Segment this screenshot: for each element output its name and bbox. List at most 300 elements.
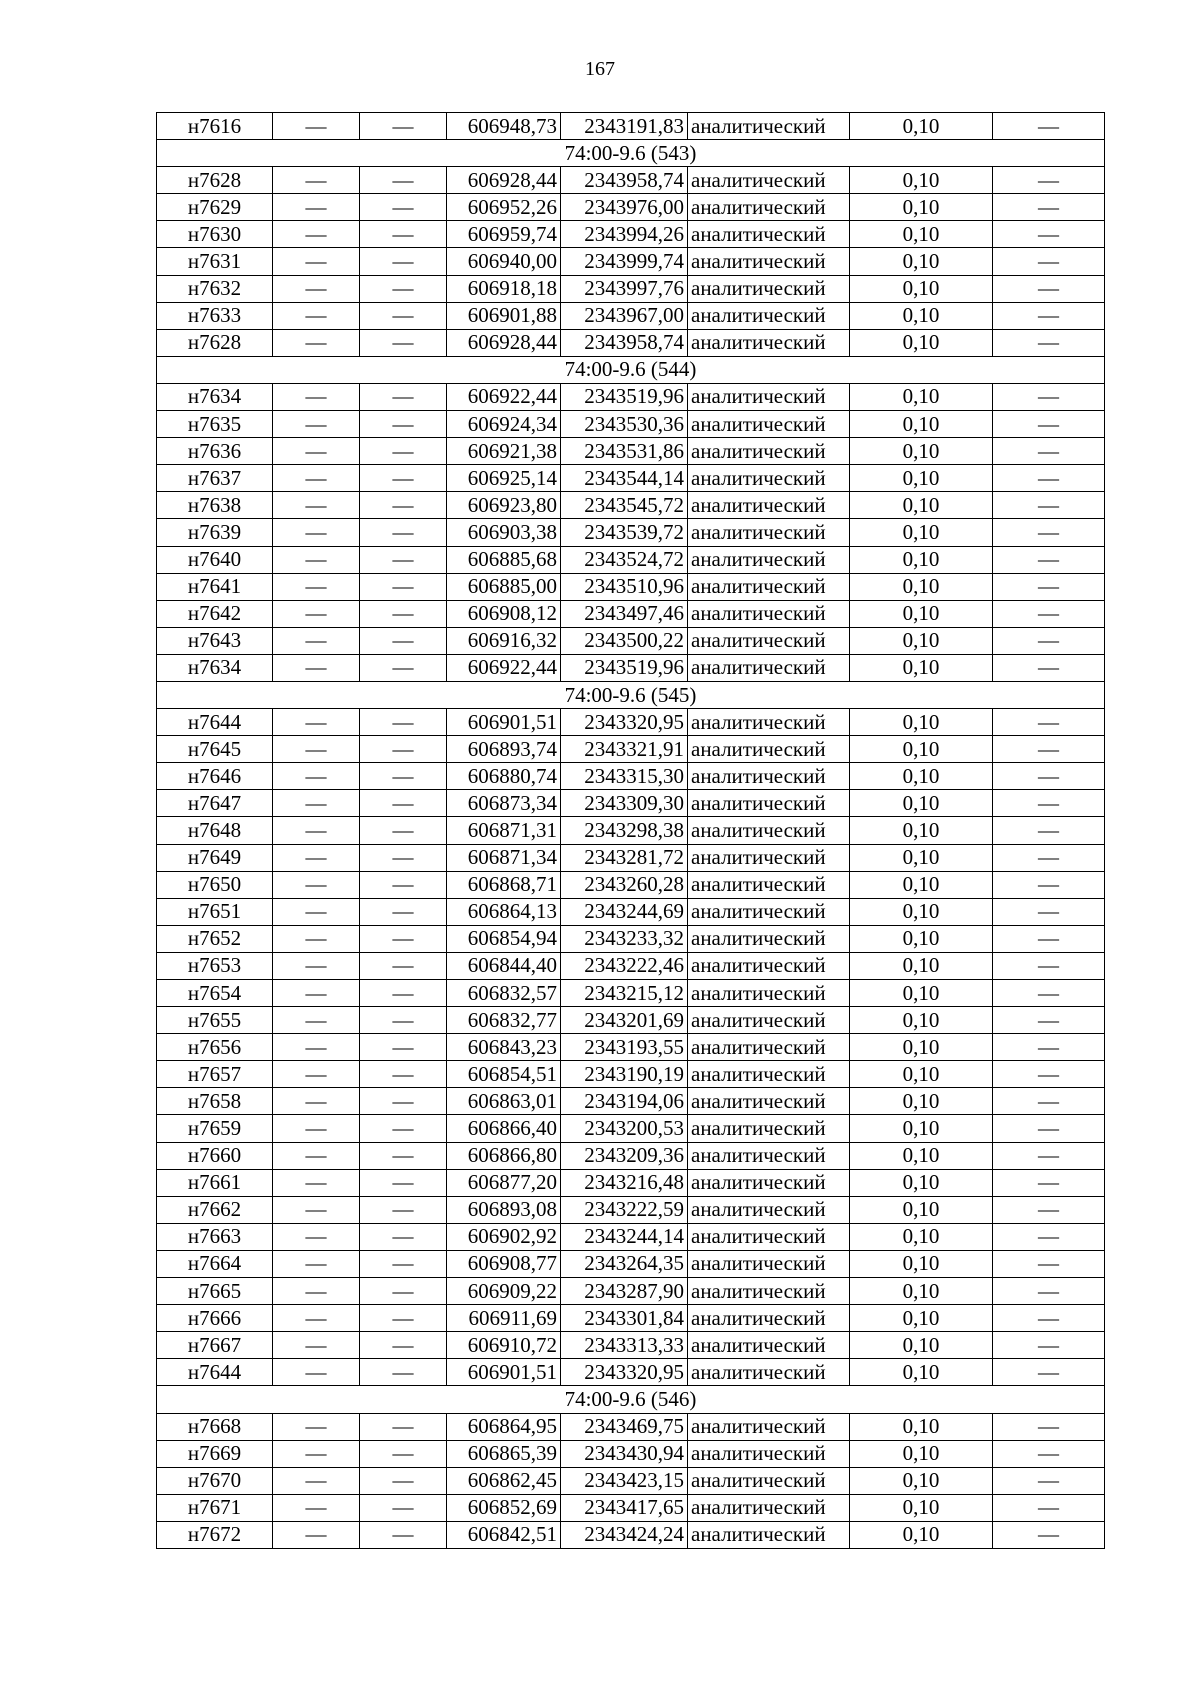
table-body bbox=[157, 113, 1105, 1549]
prev-x-cell: — bbox=[273, 1034, 360, 1061]
x-coordinate-cell: 606893,08 bbox=[447, 1196, 561, 1223]
table-row bbox=[157, 1413, 1105, 1440]
point-name-cell: н7659 bbox=[157, 1115, 273, 1142]
y-coordinate-cell: 2343423,15 bbox=[561, 1467, 688, 1494]
prev-y-cell: — bbox=[360, 519, 447, 546]
section-label: 74:00-9.6 (544) bbox=[157, 356, 1105, 383]
x-coordinate-cell: 606921,38 bbox=[447, 438, 561, 465]
prev-x-cell: — bbox=[273, 167, 360, 194]
coordinates-table bbox=[156, 112, 1105, 1549]
description-cell: — bbox=[993, 383, 1105, 410]
accuracy-cell: 0,10 bbox=[850, 438, 993, 465]
accuracy-cell: 0,10 bbox=[850, 1413, 993, 1440]
prev-y-cell: — bbox=[360, 1061, 447, 1088]
method-cell: аналитический bbox=[688, 871, 850, 898]
prev-x-cell: — bbox=[273, 844, 360, 871]
x-coordinate-cell: 606923,80 bbox=[447, 492, 561, 519]
prev-y-cell: — bbox=[360, 248, 447, 275]
table-row bbox=[157, 1278, 1105, 1305]
prev-x-cell: — bbox=[273, 1223, 360, 1250]
accuracy-cell: 0,10 bbox=[850, 1359, 993, 1386]
point-name-cell: н7640 bbox=[157, 546, 273, 573]
description-cell: — bbox=[993, 1196, 1105, 1223]
table-row bbox=[157, 519, 1105, 546]
method-cell: аналитический bbox=[688, 844, 850, 871]
y-coordinate-cell: 2343287,90 bbox=[561, 1278, 688, 1305]
accuracy-cell: 0,10 bbox=[850, 1034, 993, 1061]
table-row bbox=[157, 763, 1105, 790]
prev-x-cell: — bbox=[273, 275, 360, 302]
table-row bbox=[157, 871, 1105, 898]
y-coordinate-cell: 2343531,86 bbox=[561, 438, 688, 465]
point-name-cell: н7665 bbox=[157, 1278, 273, 1305]
x-coordinate-cell: 606928,44 bbox=[447, 329, 561, 356]
method-cell: аналитический bbox=[688, 1413, 850, 1440]
description-cell: — bbox=[993, 546, 1105, 573]
accuracy-cell: 0,10 bbox=[850, 194, 993, 221]
point-name-cell: н7669 bbox=[157, 1440, 273, 1467]
prev-y-cell: — bbox=[360, 194, 447, 221]
section-row bbox=[157, 356, 1105, 383]
prev-y-cell: — bbox=[360, 221, 447, 248]
point-name-cell: н7636 bbox=[157, 438, 273, 465]
section-row bbox=[157, 140, 1105, 167]
y-coordinate-cell: 2343215,12 bbox=[561, 980, 688, 1007]
description-cell: — bbox=[993, 329, 1105, 356]
x-coordinate-cell: 606871,34 bbox=[447, 844, 561, 871]
y-coordinate-cell: 2343497,46 bbox=[561, 600, 688, 627]
table-row bbox=[157, 627, 1105, 654]
accuracy-cell: 0,10 bbox=[850, 519, 993, 546]
table-row bbox=[157, 709, 1105, 736]
point-name-cell: н7629 bbox=[157, 194, 273, 221]
prev-x-cell: — bbox=[273, 627, 360, 654]
method-cell: аналитический bbox=[688, 763, 850, 790]
y-coordinate-cell: 2343321,91 bbox=[561, 736, 688, 763]
accuracy-cell: 0,10 bbox=[850, 329, 993, 356]
prev-x-cell: — bbox=[273, 194, 360, 221]
y-coordinate-cell: 2343244,69 bbox=[561, 898, 688, 925]
x-coordinate-cell: 606893,74 bbox=[447, 736, 561, 763]
accuracy-cell: 0,10 bbox=[850, 844, 993, 871]
table-row bbox=[157, 980, 1105, 1007]
y-coordinate-cell: 2343545,72 bbox=[561, 492, 688, 519]
description-cell: — bbox=[993, 654, 1105, 681]
table-row bbox=[157, 1061, 1105, 1088]
prev-y-cell: — bbox=[360, 1169, 447, 1196]
y-coordinate-cell: 2343320,95 bbox=[561, 709, 688, 736]
method-cell: аналитический bbox=[688, 1305, 850, 1332]
description-cell: — bbox=[993, 167, 1105, 194]
x-coordinate-cell: 606901,51 bbox=[447, 1359, 561, 1386]
description-cell: — bbox=[993, 898, 1105, 925]
point-name-cell: н7643 bbox=[157, 627, 273, 654]
point-name-cell: н7644 bbox=[157, 709, 273, 736]
table-row bbox=[157, 898, 1105, 925]
section-row bbox=[157, 1386, 1105, 1413]
point-name-cell: н7642 bbox=[157, 600, 273, 627]
x-coordinate-cell: 606873,34 bbox=[447, 790, 561, 817]
table-row bbox=[157, 383, 1105, 410]
prev-x-cell: — bbox=[273, 1088, 360, 1115]
x-coordinate-cell: 606911,69 bbox=[447, 1305, 561, 1332]
description-cell: — bbox=[993, 1413, 1105, 1440]
accuracy-cell: 0,10 bbox=[850, 627, 993, 654]
table-row bbox=[157, 1007, 1105, 1034]
description-cell: — bbox=[993, 519, 1105, 546]
accuracy-cell: 0,10 bbox=[850, 925, 993, 952]
description-cell: — bbox=[993, 1223, 1105, 1250]
point-name-cell: н7631 bbox=[157, 248, 273, 275]
description-cell: — bbox=[993, 817, 1105, 844]
prev-x-cell: — bbox=[273, 113, 360, 140]
prev-y-cell: — bbox=[360, 1494, 447, 1521]
table-row bbox=[157, 654, 1105, 681]
point-name-cell: н7641 bbox=[157, 573, 273, 600]
prev-x-cell: — bbox=[273, 1467, 360, 1494]
point-name-cell: н7632 bbox=[157, 275, 273, 302]
description-cell: — bbox=[993, 1142, 1105, 1169]
x-coordinate-cell: 606868,71 bbox=[447, 871, 561, 898]
prev-x-cell: — bbox=[273, 573, 360, 600]
prev-y-cell: — bbox=[360, 654, 447, 681]
prev-x-cell: — bbox=[273, 1440, 360, 1467]
prev-x-cell: — bbox=[273, 763, 360, 790]
method-cell: аналитический bbox=[688, 925, 850, 952]
prev-y-cell: — bbox=[360, 600, 447, 627]
y-coordinate-cell: 2343417,65 bbox=[561, 1494, 688, 1521]
x-coordinate-cell: 606940,00 bbox=[447, 248, 561, 275]
prev-x-cell: — bbox=[273, 600, 360, 627]
y-coordinate-cell: 2343519,96 bbox=[561, 654, 688, 681]
y-coordinate-cell: 2343994,26 bbox=[561, 221, 688, 248]
description-cell: — bbox=[993, 600, 1105, 627]
description-cell: — bbox=[993, 952, 1105, 979]
prev-y-cell: — bbox=[360, 465, 447, 492]
description-cell: — bbox=[993, 1007, 1105, 1034]
description-cell: — bbox=[993, 113, 1105, 140]
prev-x-cell: — bbox=[273, 709, 360, 736]
description-cell: — bbox=[993, 1034, 1105, 1061]
description-cell: — bbox=[993, 627, 1105, 654]
prev-x-cell: — bbox=[273, 654, 360, 681]
point-name-cell: н7653 bbox=[157, 952, 273, 979]
table-row bbox=[157, 275, 1105, 302]
x-coordinate-cell: 606918,18 bbox=[447, 275, 561, 302]
description-cell: — bbox=[993, 248, 1105, 275]
description-cell: — bbox=[993, 1440, 1105, 1467]
method-cell: аналитический bbox=[688, 600, 850, 627]
method-cell: аналитический bbox=[688, 1467, 850, 1494]
point-name-cell: н7666 bbox=[157, 1305, 273, 1332]
method-cell: аналитический bbox=[688, 1034, 850, 1061]
method-cell: аналитический bbox=[688, 1115, 850, 1142]
point-name-cell: н7635 bbox=[157, 411, 273, 438]
x-coordinate-cell: 606909,22 bbox=[447, 1278, 561, 1305]
y-coordinate-cell: 2343315,30 bbox=[561, 763, 688, 790]
y-coordinate-cell: 2343544,14 bbox=[561, 465, 688, 492]
x-coordinate-cell: 606908,12 bbox=[447, 600, 561, 627]
prev-x-cell: — bbox=[273, 1250, 360, 1277]
table-row bbox=[157, 817, 1105, 844]
method-cell: аналитический bbox=[688, 221, 850, 248]
x-coordinate-cell: 606922,44 bbox=[447, 383, 561, 410]
y-coordinate-cell: 2343233,32 bbox=[561, 925, 688, 952]
y-coordinate-cell: 2343430,94 bbox=[561, 1440, 688, 1467]
method-cell: аналитический bbox=[688, 817, 850, 844]
point-name-cell: н7667 bbox=[157, 1332, 273, 1359]
x-coordinate-cell: 606925,14 bbox=[447, 465, 561, 492]
point-name-cell: н7633 bbox=[157, 302, 273, 329]
x-coordinate-cell: 606901,51 bbox=[447, 709, 561, 736]
accuracy-cell: 0,10 bbox=[850, 871, 993, 898]
point-name-cell: н7671 bbox=[157, 1494, 273, 1521]
x-coordinate-cell: 606880,74 bbox=[447, 763, 561, 790]
x-coordinate-cell: 606852,69 bbox=[447, 1494, 561, 1521]
table-row bbox=[157, 167, 1105, 194]
prev-y-cell: — bbox=[360, 1250, 447, 1277]
prev-x-cell: — bbox=[273, 736, 360, 763]
accuracy-cell: 0,10 bbox=[850, 980, 993, 1007]
x-coordinate-cell: 606902,92 bbox=[447, 1223, 561, 1250]
point-name-cell: н7672 bbox=[157, 1521, 273, 1548]
x-coordinate-cell: 606952,26 bbox=[447, 194, 561, 221]
accuracy-cell: 0,10 bbox=[850, 1169, 993, 1196]
method-cell: аналитический bbox=[688, 167, 850, 194]
table-row bbox=[157, 1088, 1105, 1115]
method-cell: аналитический bbox=[688, 1494, 850, 1521]
prev-x-cell: — bbox=[273, 1305, 360, 1332]
method-cell: аналитический bbox=[688, 383, 850, 410]
prev-y-cell: — bbox=[360, 329, 447, 356]
point-name-cell: н7654 bbox=[157, 980, 273, 1007]
method-cell: аналитический bbox=[688, 980, 850, 1007]
accuracy-cell: 0,10 bbox=[850, 546, 993, 573]
prev-y-cell: — bbox=[360, 952, 447, 979]
table-row bbox=[157, 1115, 1105, 1142]
accuracy-cell: 0,10 bbox=[850, 952, 993, 979]
prev-y-cell: — bbox=[360, 1467, 447, 1494]
accuracy-cell: 0,10 bbox=[850, 221, 993, 248]
accuracy-cell: 0,10 bbox=[850, 1467, 993, 1494]
table-row bbox=[157, 1142, 1105, 1169]
prev-x-cell: — bbox=[273, 492, 360, 519]
y-coordinate-cell: 2343500,22 bbox=[561, 627, 688, 654]
prev-y-cell: — bbox=[360, 1007, 447, 1034]
prev-x-cell: — bbox=[273, 1007, 360, 1034]
accuracy-cell: 0,10 bbox=[850, 1196, 993, 1223]
table-row bbox=[157, 1250, 1105, 1277]
x-coordinate-cell: 606866,80 bbox=[447, 1142, 561, 1169]
prev-x-cell: — bbox=[273, 980, 360, 1007]
table-row bbox=[157, 113, 1105, 140]
table-row bbox=[157, 1494, 1105, 1521]
table-row bbox=[157, 546, 1105, 573]
description-cell: — bbox=[993, 275, 1105, 302]
y-coordinate-cell: 2343309,30 bbox=[561, 790, 688, 817]
prev-y-cell: — bbox=[360, 871, 447, 898]
prev-y-cell: — bbox=[360, 790, 447, 817]
point-name-cell: н7637 bbox=[157, 465, 273, 492]
description-cell: — bbox=[993, 1250, 1105, 1277]
description-cell: — bbox=[993, 465, 1105, 492]
x-coordinate-cell: 606864,95 bbox=[447, 1413, 561, 1440]
prev-y-cell: — bbox=[360, 1440, 447, 1467]
prev-y-cell: — bbox=[360, 1223, 447, 1250]
table-row bbox=[157, 1467, 1105, 1494]
table-row bbox=[157, 1305, 1105, 1332]
x-coordinate-cell: 606910,72 bbox=[447, 1332, 561, 1359]
accuracy-cell: 0,10 bbox=[850, 573, 993, 600]
x-coordinate-cell: 606863,01 bbox=[447, 1088, 561, 1115]
table-row bbox=[157, 952, 1105, 979]
method-cell: аналитический bbox=[688, 709, 850, 736]
y-coordinate-cell: 2343201,69 bbox=[561, 1007, 688, 1034]
x-coordinate-cell: 606832,77 bbox=[447, 1007, 561, 1034]
point-name-cell: н7616 bbox=[157, 113, 273, 140]
prev-x-cell: — bbox=[273, 329, 360, 356]
table-row bbox=[157, 1332, 1105, 1359]
accuracy-cell: 0,10 bbox=[850, 113, 993, 140]
point-name-cell: н7648 bbox=[157, 817, 273, 844]
prev-x-cell: — bbox=[273, 1359, 360, 1386]
x-coordinate-cell: 606864,13 bbox=[447, 898, 561, 925]
method-cell: аналитический bbox=[688, 952, 850, 979]
accuracy-cell: 0,10 bbox=[850, 1142, 993, 1169]
method-cell: аналитический bbox=[688, 898, 850, 925]
y-coordinate-cell: 2343519,96 bbox=[561, 383, 688, 410]
point-name-cell: н7657 bbox=[157, 1061, 273, 1088]
prev-x-cell: — bbox=[273, 871, 360, 898]
y-coordinate-cell: 2343301,84 bbox=[561, 1305, 688, 1332]
method-cell: аналитический bbox=[688, 438, 850, 465]
y-coordinate-cell: 2343194,06 bbox=[561, 1088, 688, 1115]
prev-y-cell: — bbox=[360, 411, 447, 438]
method-cell: аналитический bbox=[688, 194, 850, 221]
y-coordinate-cell: 2343967,00 bbox=[561, 302, 688, 329]
table-row bbox=[157, 844, 1105, 871]
prev-x-cell: — bbox=[273, 519, 360, 546]
y-coordinate-cell: 2343193,55 bbox=[561, 1034, 688, 1061]
y-coordinate-cell: 2343222,59 bbox=[561, 1196, 688, 1223]
y-coordinate-cell: 2343524,72 bbox=[561, 546, 688, 573]
accuracy-cell: 0,10 bbox=[850, 1115, 993, 1142]
method-cell: аналитический bbox=[688, 248, 850, 275]
method-cell: аналитический bbox=[688, 411, 850, 438]
x-coordinate-cell: 606843,23 bbox=[447, 1034, 561, 1061]
description-cell: — bbox=[993, 1521, 1105, 1548]
y-coordinate-cell: 2343539,72 bbox=[561, 519, 688, 546]
point-name-cell: н7638 bbox=[157, 492, 273, 519]
accuracy-cell: 0,10 bbox=[850, 654, 993, 681]
prev-x-cell: — bbox=[273, 546, 360, 573]
x-coordinate-cell: 606948,73 bbox=[447, 113, 561, 140]
description-cell: — bbox=[993, 1278, 1105, 1305]
x-coordinate-cell: 606862,45 bbox=[447, 1467, 561, 1494]
point-name-cell: н7664 bbox=[157, 1250, 273, 1277]
y-coordinate-cell: 2343976,00 bbox=[561, 194, 688, 221]
table-row bbox=[157, 1169, 1105, 1196]
method-cell: аналитический bbox=[688, 546, 850, 573]
description-cell: — bbox=[993, 438, 1105, 465]
accuracy-cell: 0,10 bbox=[850, 1223, 993, 1250]
description-cell: — bbox=[993, 221, 1105, 248]
prev-y-cell: — bbox=[360, 546, 447, 573]
prev-x-cell: — bbox=[273, 925, 360, 952]
accuracy-cell: 0,10 bbox=[850, 1494, 993, 1521]
prev-x-cell: — bbox=[273, 790, 360, 817]
accuracy-cell: 0,10 bbox=[850, 1440, 993, 1467]
point-name-cell: н7628 bbox=[157, 167, 273, 194]
prev-y-cell: — bbox=[360, 898, 447, 925]
table-row bbox=[157, 438, 1105, 465]
table-row bbox=[157, 329, 1105, 356]
table-row bbox=[157, 1196, 1105, 1223]
point-name-cell: н7660 bbox=[157, 1142, 273, 1169]
description-cell: — bbox=[993, 1169, 1105, 1196]
accuracy-cell: 0,10 bbox=[850, 1332, 993, 1359]
x-coordinate-cell: 606922,44 bbox=[447, 654, 561, 681]
method-cell: аналитический bbox=[688, 519, 850, 546]
y-coordinate-cell: 2343260,28 bbox=[561, 871, 688, 898]
method-cell: аналитический bbox=[688, 627, 850, 654]
section-row bbox=[157, 681, 1105, 708]
prev-y-cell: — bbox=[360, 113, 447, 140]
prev-x-cell: — bbox=[273, 898, 360, 925]
point-name-cell: н7663 bbox=[157, 1223, 273, 1250]
table-row bbox=[157, 1521, 1105, 1548]
prev-x-cell: — bbox=[273, 302, 360, 329]
table-row bbox=[157, 302, 1105, 329]
description-cell: — bbox=[993, 980, 1105, 1007]
accuracy-cell: 0,10 bbox=[850, 492, 993, 519]
table-row bbox=[157, 925, 1105, 952]
accuracy-cell: 0,10 bbox=[850, 817, 993, 844]
prev-y-cell: — bbox=[360, 1332, 447, 1359]
point-name-cell: н7662 bbox=[157, 1196, 273, 1223]
x-coordinate-cell: 606928,44 bbox=[447, 167, 561, 194]
x-coordinate-cell: 606908,77 bbox=[447, 1250, 561, 1277]
y-coordinate-cell: 2343469,75 bbox=[561, 1413, 688, 1440]
method-cell: аналитический bbox=[688, 1007, 850, 1034]
prev-y-cell: — bbox=[360, 844, 447, 871]
method-cell: аналитический bbox=[688, 465, 850, 492]
x-coordinate-cell: 606916,32 bbox=[447, 627, 561, 654]
accuracy-cell: 0,10 bbox=[850, 709, 993, 736]
prev-x-cell: — bbox=[273, 1142, 360, 1169]
point-name-cell: н7652 bbox=[157, 925, 273, 952]
point-name-cell: н7651 bbox=[157, 898, 273, 925]
method-cell: аналитический bbox=[688, 736, 850, 763]
accuracy-cell: 0,10 bbox=[850, 1278, 993, 1305]
method-cell: аналитический bbox=[688, 492, 850, 519]
x-coordinate-cell: 606885,00 bbox=[447, 573, 561, 600]
table-row bbox=[157, 1359, 1105, 1386]
prev-y-cell: — bbox=[360, 1305, 447, 1332]
prev-x-cell: — bbox=[273, 1061, 360, 1088]
point-name-cell: н7630 bbox=[157, 221, 273, 248]
table-row bbox=[157, 492, 1105, 519]
prev-y-cell: — bbox=[360, 1278, 447, 1305]
table-row bbox=[157, 221, 1105, 248]
x-coordinate-cell: 606842,51 bbox=[447, 1521, 561, 1548]
prev-x-cell: — bbox=[273, 438, 360, 465]
point-name-cell: н7656 bbox=[157, 1034, 273, 1061]
description-cell: — bbox=[993, 411, 1105, 438]
description-cell: — bbox=[993, 763, 1105, 790]
x-coordinate-cell: 606901,88 bbox=[447, 302, 561, 329]
table-row bbox=[157, 411, 1105, 438]
